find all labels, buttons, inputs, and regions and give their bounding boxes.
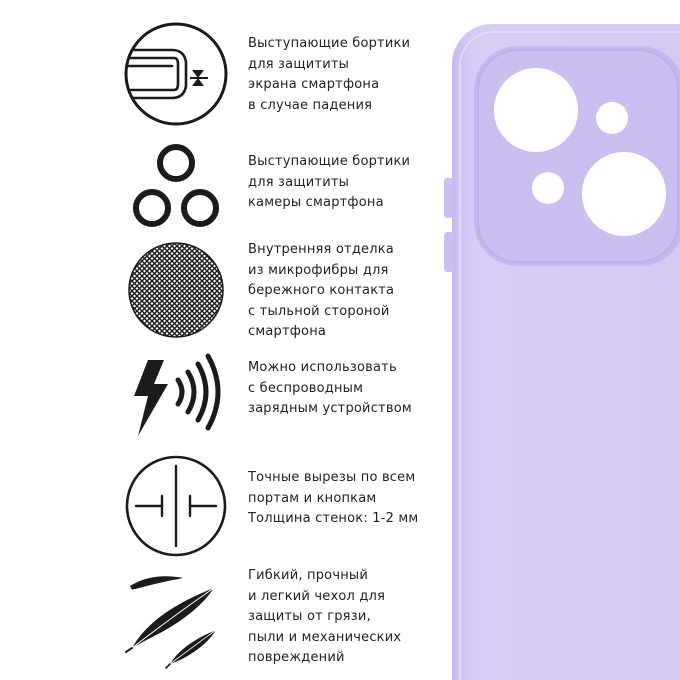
feature-text-line: экрана смартфона [248, 77, 380, 92]
feathers-icon [122, 564, 230, 672]
feature-text-line: портам и кнопкам [248, 490, 377, 506]
feature-text [248, 358, 412, 420]
feature-text-line: Точные вырезы по всем [248, 470, 416, 485]
feature-text-line: и легкий чехол для [248, 588, 386, 604]
camera-lens-cutout [494, 68, 578, 152]
feature-text-line: повреждений [248, 650, 345, 665]
feature-text-line: в случае падения [248, 97, 373, 113]
feature-text-line: Выступающие бортики [248, 154, 411, 169]
feature-text [248, 152, 410, 214]
feature-text-line: Выступающие бортики [248, 36, 411, 51]
feature-text-line: Толщина стенок: 1-2 мм [248, 511, 419, 526]
feature-text [248, 468, 418, 530]
raised-screen-bezel-icon [122, 20, 230, 128]
wireless-charging-icon [122, 344, 230, 452]
precise-cutouts-icon [122, 452, 230, 560]
microfiber-mesh-icon [122, 236, 230, 344]
feature-text [248, 240, 394, 343]
feature-text-line: Гибкий, прочный [248, 568, 369, 583]
side-button [444, 232, 453, 272]
feature-text-line: зарядным устройством [248, 401, 412, 416]
side-button [444, 178, 453, 218]
feature-text-line: бережного контакта [248, 283, 395, 298]
feature-text-line: защиты от грязи, [248, 609, 371, 624]
feature-text [248, 34, 410, 116]
feature-text-line: Можно использовать [248, 360, 397, 375]
feature-text [248, 566, 401, 669]
feature-text-line: пыли и механических [248, 629, 402, 645]
feature-text-line: с тыльной стороной [248, 303, 390, 319]
sensor-cutout [596, 102, 628, 134]
phone-case-illustration [440, 0, 680, 680]
feature-text-line: Внутренняя отделка [248, 242, 394, 257]
feature-text-line: для защититы [248, 174, 350, 190]
feature-text-line: с беспроводным [248, 380, 364, 396]
feature-text-line: камеры смартфона [248, 195, 384, 210]
camera-lens-cutout [582, 152, 666, 236]
feature-text-line: из микрофибры для [248, 262, 389, 278]
feature-text-line: для защититы [248, 56, 350, 72]
feature-text-line: смартфона [248, 324, 327, 339]
camera-rings-icon [122, 128, 230, 236]
flash-cutout [532, 172, 564, 204]
